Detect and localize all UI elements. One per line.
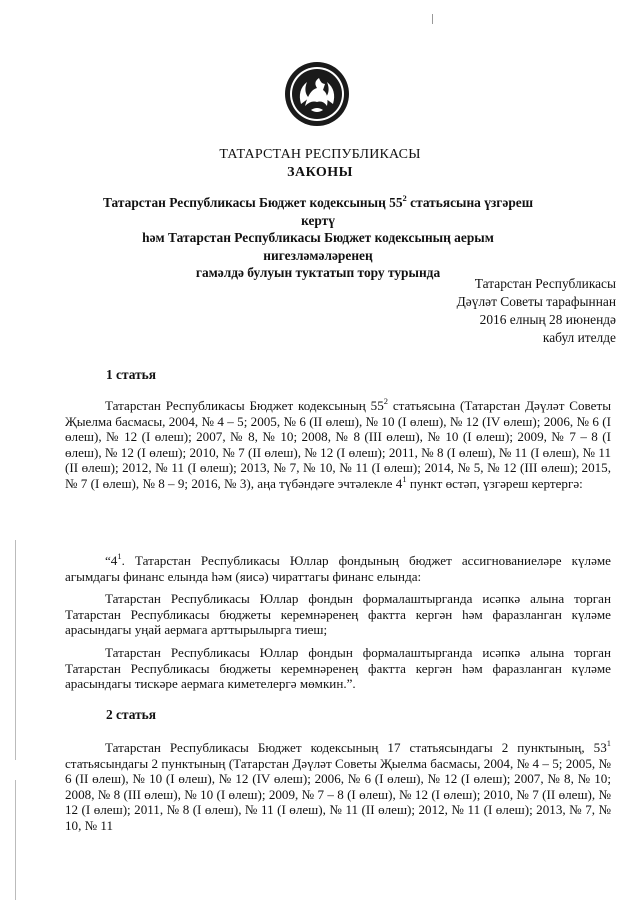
superscript: 1 <box>117 550 122 561</box>
republic-name: ТАТАРСТАН РЕСПУБЛИКАСЫ <box>219 147 421 162</box>
paragraph-text: статьясындагы 2 пунктының (Татарстан Дәүләт Советы Җыелма басмасы, 2004, № 4 – 5; 2005, № 6 (II өлеш), № 10 (I өлеш), № 12 (IV өлеш); 2006, № 6 (I өлеш), № 12 (I өлеш); 2007, № 8, № 10; 2008, № 8 (III өлеш), № 10 (I өлеш); 2009, № 7 – 8 (I өлеш), № 12 (I өлеш); 2010, № 7 (II өлеш), № 12 (I өлеш); 2011, № 8 (I өлеш), № 11 (I өлеш), № 11 (II өлеш); 2012, № 11 (I өлеш); 2013, № 7, № 10, № 11 <box>65 755 611 833</box>
adoption-line: кабул ителде <box>542 330 616 345</box>
superscript: 2 <box>383 395 388 406</box>
article-1-paragraph <box>65 395 611 492</box>
scan-margin-mark <box>15 780 16 900</box>
law-heading: ЗАКОНЫ <box>287 165 353 180</box>
adoption-line: Татарстан Республикасы <box>474 276 616 291</box>
adoption-date: 2016 елның 28 июнендә <box>479 312 616 327</box>
title-text: гамәлдә булуын туктатып тору турында <box>195 265 441 280</box>
paragraph-text: пункт өстәп, үзгәреш кертергә: <box>406 475 583 491</box>
article-1-heading: 1 статья <box>106 367 156 382</box>
article-2-heading: 2 статья <box>106 707 156 722</box>
title-text: статьясына үзгәреш кертү <box>301 195 534 228</box>
paragraph-text: “4 <box>105 553 118 568</box>
paragraph-text: Татарстан Республикасы Бюджет кодексының 17 статьясындагы 2 пунктының, 53 <box>105 740 607 755</box>
paragraph-text: . Татарстан Республикасы Юллар фондының бюджет ассигнованиеләре күләме агымдагы финанс елында һәм (яисә) чираттагы финанс елында: <box>65 553 611 584</box>
scan-margin-mark <box>15 540 16 760</box>
title-text: һәм Татарстан Республикасы Бюджет кодексының аерым нигезләмәләренең <box>142 230 494 263</box>
title-text: Татарстан Республикасы Бюджет кодексының 55 <box>102 195 403 210</box>
paragraph-text: Татарстан Республикасы Бюджет кодексының 55 <box>105 398 384 413</box>
superscript: 1 <box>402 473 407 484</box>
article-1-quote-paragraph: Татарстан Республикасы Юллар фондын формалаштырганда исәпкә алына торган Татарстан Республикасы бюджеты керемнәренең фактта кергән һәм фаразланган күләме арасындагы уңай аермага арттырылырга тиеш; <box>65 591 611 638</box>
paragraph-text: статьясына (Татарстан Дәүләт Советы Җыелма басмасы, 2004, № 4 – 5; 2005, № 6 (II өлеш), № 10 (I өлеш), № 12 (IV өлеш); 2006, № 6 (I өлеш), № 12 (I өлеш); 2007, № 8, № 10; 2008, № 8 (III өлеш), № 10 (I өлеш); 2009, № 7 – 8 (I өлеш), № 12 (I өлеш); 2010, № 7 (II өлеш), № 12 (I өлеш); 2011, № 8 (I өлеш), № 11 (I өлеш), № 11 (II өлеш); 2012, № 11 (I өлеш); 2013, № 7, № 10, № 11 (I өлеш); 2014, № 5, № 12 (III өлеш); 2015, № 7 (I өлеш), № 8 – 9; 2016, № 3), аңа түбәндәге эчтәлекле 4 <box>65 398 611 491</box>
article-1-quote-paragraph: Татарстан Республикасы Юллар фондын формалаштырганда исәпкә алына торган Татарстан Республикасы бюджеты керемнәренең фактта кергән һәм фаразланган күләме арасындагы тискәре аермага киметелергә мөмкин.”. <box>65 645 611 692</box>
law-title <box>88 194 548 282</box>
coat-of-arms-seal-icon <box>283 60 351 128</box>
article-2-paragraph <box>65 737 611 834</box>
adoption-line: Дәүләт Советы тарафыннан <box>456 294 616 309</box>
article-1-quote-paragraph <box>65 550 611 584</box>
superscript: 1 <box>606 737 611 748</box>
title-superscript: 2 <box>402 192 407 203</box>
adoption-note <box>457 275 616 347</box>
scan-margin-mark <box>432 14 433 24</box>
